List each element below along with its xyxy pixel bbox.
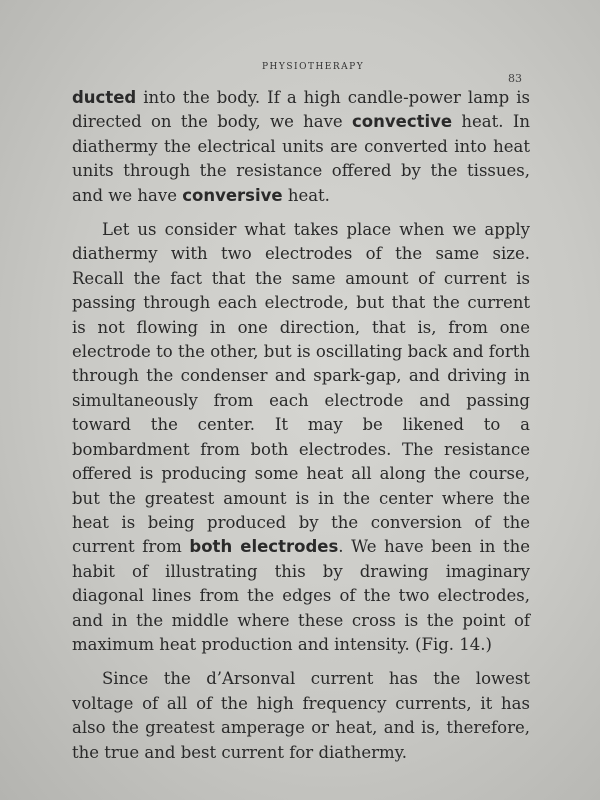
page-number: 83 bbox=[508, 72, 522, 85]
paragraph-2 bbox=[72, 218, 530, 657]
text-run: Let us consider what takes place when we apply diathermy with two electrodes of the same size. Recall the fact that the same amount of current is passing through each electrode, but that the current is not flowing in one direction, that is, from one electrode to the other, but is oscillating back and forth through the condenser and spark-gap, and driving in simultaneously from each electrode and passing toward the center. It may be likened to a bombardment from both electrodes. The resistance offered is producing some heat all along the course, but the greatest amount is in the center where the heat is being produced by the conversion of the current from bbox=[72, 220, 530, 557]
bold-term: ducted bbox=[72, 88, 137, 107]
text-run: heat. In diathermy the electrical units are converted into heat units through the resistance offered by the tissues, and we have bbox=[72, 112, 530, 205]
text-run: . We have been in the habit of illustrating this by drawing imaginary diagonal lines from the edges of the two electrodes, and in the middle where these cross is the point of maximum heat production and intensity. (Fig. 14.) bbox=[72, 537, 531, 654]
text-run: into the body. If a high candle-power lamp is directed on the body, we have bbox=[72, 88, 530, 132]
bold-term: conversive bbox=[182, 185, 283, 205]
bold-term: convective bbox=[352, 112, 453, 132]
text-run: heat. bbox=[282, 185, 330, 205]
page-header bbox=[0, 62, 600, 85]
running-head: PHYSIOTHERAPY bbox=[262, 62, 365, 72]
text-run: Since the d’Arsonval current has the lowest voltage of all of the high frequency currents, it has also the greatest amperage or heat, and is, therefore, the true and best current for diathermy. bbox=[72, 669, 530, 762]
body-text bbox=[72, 86, 530, 775]
paragraph-3 bbox=[72, 667, 530, 765]
paragraph-1 bbox=[72, 86, 530, 208]
bold-term: both electrodes bbox=[189, 537, 339, 557]
